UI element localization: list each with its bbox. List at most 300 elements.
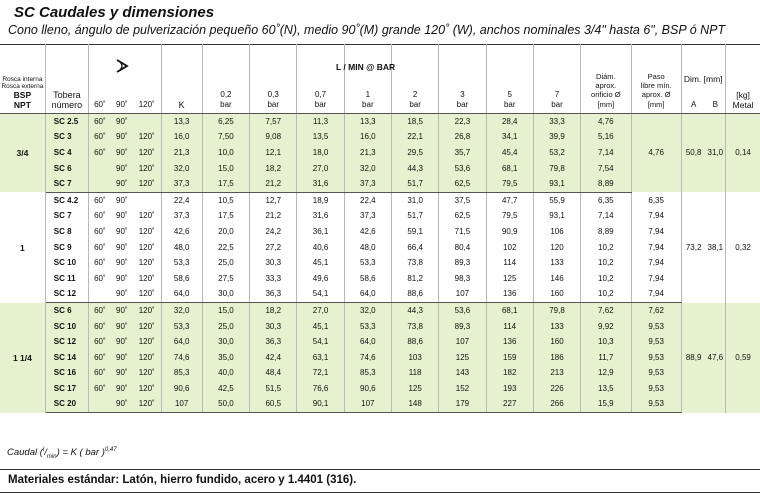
angle-120: 120˚ [133, 161, 161, 177]
orifice-diameter: 9,92 [581, 319, 631, 335]
orifice-diameter: 8,89 [581, 224, 631, 240]
flow-value: 73,8 [391, 255, 438, 271]
flow-value: 21,2 [250, 209, 297, 225]
flow-value: 40,0 [202, 366, 249, 382]
nozzle-number: SC 10 [45, 319, 88, 335]
flow-value: 27,0 [297, 161, 344, 177]
orifice-diameter: 4,76 [581, 114, 631, 130]
free-passage: 9,53 [631, 350, 681, 366]
flow-value: 62,5 [439, 209, 486, 225]
pressure-header-4: 2 bar [391, 44, 438, 114]
angle-90: 90˚ [111, 130, 133, 146]
flow-value: 90,9 [486, 224, 533, 240]
flow-value: 17,5 [202, 176, 249, 192]
angle-60: 60˚ [89, 255, 111, 271]
flow-value: 73,8 [391, 319, 438, 335]
flow-value: 29,5 [391, 145, 438, 161]
angle-60 [89, 161, 111, 177]
angle-90: 90˚ [111, 161, 133, 177]
table-row [0, 319, 760, 335]
orifice-diameter-header: Diám. aprox. orificio Ø [mm] [581, 44, 631, 114]
flow-value: 16,0 [344, 130, 391, 146]
thread-header: Rosca interna Rosca externa BSP NPT [0, 44, 45, 114]
nozzle-number: SC 11 [45, 271, 88, 287]
nozzle-number: SC 7 [45, 209, 88, 225]
flow-value: 18,5 [391, 114, 438, 130]
angle-60: 60˚ [89, 381, 111, 397]
flow-value: 72,1 [297, 366, 344, 382]
flow-value: 22,1 [391, 130, 438, 146]
flow-value: 79,8 [533, 161, 580, 177]
flow-value: 30,3 [250, 255, 297, 271]
angle-90: 90˚ [111, 303, 133, 319]
orifice-diameter: 10,2 [581, 255, 631, 271]
flow-value: 33,3 [250, 271, 297, 287]
orifice-diameter: 8,89 [581, 176, 631, 192]
flow-value: 88,6 [391, 334, 438, 350]
angle-120: 120˚ [133, 334, 161, 350]
flow-value: 80,4 [439, 240, 486, 256]
k-factor: 42,6 [161, 224, 202, 240]
flow-value: 7,57 [250, 114, 297, 130]
flow-value: 160 [533, 334, 580, 350]
flow-value: 90,6 [344, 381, 391, 397]
flow-value: 133 [533, 319, 580, 335]
k-factor: 32,0 [161, 303, 202, 319]
flow-header-label: L / MIN @ BAR [336, 62, 396, 72]
angle-90: 90˚ [111, 192, 133, 208]
flow-value: 37,5 [439, 192, 486, 208]
flow-value: 37,3 [344, 209, 391, 225]
flow-value: 89,3 [439, 255, 486, 271]
flow-value: 53,3 [344, 319, 391, 335]
flow-value: 22,4 [344, 192, 391, 208]
flow-value: 24,2 [250, 224, 297, 240]
angle-120: 120˚ [133, 366, 161, 382]
flow-value: 17,5 [202, 209, 249, 225]
weight: 0,32 [726, 192, 760, 302]
angle-60: 60˚ [89, 192, 111, 208]
flow-value: 53,3 [344, 255, 391, 271]
orifice-diameter: 6,35 [581, 192, 631, 208]
flow-value: 6,25 [202, 114, 249, 130]
k-factor: 22,4 [161, 192, 202, 208]
angle-120: 120˚ [133, 130, 161, 146]
orifice-diameter: 7,62 [581, 303, 631, 319]
free-passage: 9,53 [631, 319, 681, 335]
flow-value: 102 [486, 240, 533, 256]
orifice-diameter: 13,5 [581, 381, 631, 397]
flow-value: 64,0 [344, 334, 391, 350]
nozzle-number: SC 7 [45, 176, 88, 192]
flow-value: 133 [533, 255, 580, 271]
k-factor: 64,0 [161, 287, 202, 303]
table-row [0, 271, 760, 287]
angle-60: 60˚ [89, 319, 111, 335]
flow-value: 32,0 [344, 161, 391, 177]
k-factor: 37,3 [161, 209, 202, 225]
angle-60: 60˚ [89, 334, 111, 350]
orifice-diameter: 15,9 [581, 397, 631, 413]
flow-value: 55,9 [533, 192, 580, 208]
flow-value: 33,3 [533, 114, 580, 130]
angle-120-header: 120˚ [133, 44, 161, 114]
table-row [0, 303, 760, 319]
dim-a-header: Dim. [mm] A [681, 44, 705, 114]
flow-value: 39,9 [533, 130, 580, 146]
flow-value: 35,7 [439, 145, 486, 161]
flow-value: 36,1 [297, 224, 344, 240]
free-passage: 7,94 [631, 240, 681, 256]
angle-90: 90˚ [111, 145, 133, 161]
flow-value: 40,6 [297, 240, 344, 256]
flow-value: 11,3 [297, 114, 344, 130]
angle-90: 90˚ [111, 350, 133, 366]
thread-size: 1 1/4 [0, 303, 45, 413]
flow-value: 7,50 [202, 130, 249, 146]
flow-value: 18,2 [250, 161, 297, 177]
angle-90: 90˚ [111, 224, 133, 240]
flow-value: 76,6 [297, 381, 344, 397]
flow-value: 79,5 [486, 209, 533, 225]
flow-value: 18,9 [297, 192, 344, 208]
flow-value: 27,5 [202, 271, 249, 287]
orifice-diameter: 7,14 [581, 145, 631, 161]
angle-90: 90˚ [111, 114, 133, 130]
nozzle-number: SC 17 [45, 381, 88, 397]
flow-value: 125 [486, 271, 533, 287]
angle-60 [89, 397, 111, 413]
flow-value: 9,08 [250, 130, 297, 146]
flow-value: 114 [486, 255, 533, 271]
weight-header: [kg] Metal [726, 44, 760, 114]
flow-value: 66,4 [391, 240, 438, 256]
flow-value: 79,8 [533, 303, 580, 319]
k-factor: 32,0 [161, 161, 202, 177]
thread-size: 1 [0, 192, 45, 302]
angle-120: 120˚ [133, 271, 161, 287]
angle-60: 60˚ [89, 114, 111, 130]
angle-120: 120˚ [133, 224, 161, 240]
flow-value: 136 [486, 334, 533, 350]
angle-60: 60˚ [89, 224, 111, 240]
free-passage: 7,94 [631, 287, 681, 303]
angle-90: 90˚ [111, 397, 133, 413]
orifice-diameter: 10,2 [581, 271, 631, 287]
flow-value: 79,5 [486, 176, 533, 192]
dim-b-header: B [705, 44, 725, 114]
dim-b: 47,6 [705, 303, 725, 413]
flow-value: 90,1 [297, 397, 344, 413]
flow-value: 44,3 [391, 303, 438, 319]
pressure-header-6: 5 bar [486, 44, 533, 114]
k-factor: 16,0 [161, 130, 202, 146]
free-passage-header: Paso libre mín. aprox. Ø [mm] [631, 44, 681, 114]
flow-value: 125 [439, 350, 486, 366]
table-row [0, 224, 760, 240]
pressure-header-1: 0,3 bar [250, 44, 297, 114]
angle-90: 90˚ [111, 271, 133, 287]
angle-60 [89, 287, 111, 303]
flow-value: 15,0 [202, 303, 249, 319]
flow-value: 30,0 [202, 287, 249, 303]
angle-120 [133, 192, 161, 208]
nozzle-number: SC 6 [45, 303, 88, 319]
pressure-header-0: 0,2 bar [202, 44, 249, 114]
pressure-header-2: 0,7 bar [297, 44, 344, 114]
angle-120: 120˚ [133, 255, 161, 271]
flow-value: 152 [439, 381, 486, 397]
flow-value: 48,0 [344, 240, 391, 256]
flow-value: 93,1 [533, 209, 580, 225]
flow-value: 31,6 [297, 209, 344, 225]
flow-value: 30,0 [202, 334, 249, 350]
table-row [0, 114, 760, 130]
free-passage: 9,53 [631, 334, 681, 350]
flow-value: 120 [533, 240, 580, 256]
page-subtitle: Cono lleno, ángulo de pulverización pequeño 60˚(N), medio 90˚(M) grande 120˚ (W), anchos nominales 3/4" hasta 6", BSP ó NPT [8, 23, 726, 37]
flow-value: 71,5 [439, 224, 486, 240]
flow-value: 58,6 [344, 271, 391, 287]
flow-value: 62,5 [439, 176, 486, 192]
angle-90: 90˚ [111, 334, 133, 350]
weight: 0,14 [726, 114, 760, 193]
flow-value: 136 [486, 287, 533, 303]
angle-60: 60˚ [89, 303, 111, 319]
angle-60: 60˚ [89, 130, 111, 146]
nozzle-number: SC 20 [45, 397, 88, 413]
flow-value: 213 [533, 366, 580, 382]
pressure-header-7: 7 bar [533, 44, 580, 114]
dim-a: 88,9 [681, 303, 705, 413]
angle-120: 120˚ [133, 240, 161, 256]
flow-value: 60,5 [250, 397, 297, 413]
flow-value: 31,0 [391, 192, 438, 208]
flow-value: 27,2 [250, 240, 297, 256]
angle-120: 120˚ [133, 145, 161, 161]
dim-a: 50,8 [681, 114, 705, 193]
angle-120: 120˚ [133, 350, 161, 366]
k-factor: 13,3 [161, 114, 202, 130]
angle-120: 120˚ [133, 209, 161, 225]
flow-value: 179 [439, 397, 486, 413]
dim-b: 31,0 [705, 114, 725, 193]
flow-value: 26,8 [439, 130, 486, 146]
angle-60: 60˚ [89, 240, 111, 256]
flow-value: 51,7 [391, 209, 438, 225]
flow-value: 36,3 [250, 334, 297, 350]
free-passage: 6,35 [631, 192, 681, 208]
header-row [0, 44, 760, 114]
flow-value: 45,4 [486, 145, 533, 161]
flow-value: 47,7 [486, 192, 533, 208]
orifice-diameter: 11,7 [581, 350, 631, 366]
k-factor: 58,6 [161, 271, 202, 287]
free-passage: 7,94 [631, 255, 681, 271]
nozzle-number: SC 12 [45, 334, 88, 350]
free-passage: 4,76 [631, 114, 681, 193]
materials-bar [0, 469, 760, 493]
table-row [0, 381, 760, 397]
flow-value: 51,5 [250, 381, 297, 397]
angle-90-header: 90˚ [111, 44, 133, 114]
free-passage: 9,53 [631, 366, 681, 382]
angle-120: 120˚ [133, 319, 161, 335]
k-factor: 85,3 [161, 366, 202, 382]
flow-value: 54,1 [297, 287, 344, 303]
flow-value: 48,4 [250, 366, 297, 382]
flow-value: 98,3 [439, 271, 486, 287]
flow-value: 34,1 [486, 130, 533, 146]
angle-90: 90˚ [111, 209, 133, 225]
angle-90: 90˚ [111, 240, 133, 256]
angle-60: 60˚ [89, 366, 111, 382]
orifice-diameter: 7,54 [581, 161, 631, 177]
free-passage: 7,94 [631, 209, 681, 225]
flow-value: 74,6 [344, 350, 391, 366]
orifice-diameter: 10,3 [581, 334, 631, 350]
flow-value: 107 [439, 334, 486, 350]
angle-60: 60˚ [89, 145, 111, 161]
free-passage: 7,94 [631, 271, 681, 287]
free-passage: 7,94 [631, 224, 681, 240]
nozzle-number: SC 3 [45, 130, 88, 146]
k-factor: 37,3 [161, 176, 202, 192]
flow-value: 53,6 [439, 303, 486, 319]
angle-120: 120˚ [133, 397, 161, 413]
flow-value: 106 [533, 224, 580, 240]
k-factor: 53,3 [161, 255, 202, 271]
angle-60: 60˚ [89, 271, 111, 287]
angle-90: 90˚ [111, 255, 133, 271]
k-factor: 48,0 [161, 240, 202, 256]
flow-value: 27,0 [297, 303, 344, 319]
orifice-diameter: 10,2 [581, 287, 631, 303]
k-factor: 107 [161, 397, 202, 413]
flow-value: 186 [533, 350, 580, 366]
flow-value: 21,2 [250, 176, 297, 192]
flow-value: 227 [486, 397, 533, 413]
angle-120: 120˚ [133, 176, 161, 192]
weight: 0,59 [726, 303, 760, 413]
flow-value: 42,5 [202, 381, 249, 397]
dim-a: 73,2 [681, 192, 705, 302]
flow-value: 15,0 [202, 161, 249, 177]
table-row [0, 287, 760, 303]
flow-value: 107 [344, 397, 391, 413]
angle-60-header: 60˚ [89, 44, 111, 114]
flow-value: 31,6 [297, 176, 344, 192]
table-row [0, 350, 760, 366]
nozzle-number: SC 14 [45, 350, 88, 366]
flow-value: 25,0 [202, 319, 249, 335]
table-row [0, 240, 760, 256]
pressure-header-3: 1 bar [344, 44, 391, 114]
flow-value: 42,6 [344, 224, 391, 240]
nozzle-number: SC 10 [45, 255, 88, 271]
flow-formula: Caudal $(^l/_{min}) = K$ ( bar )$^{0,47}$ [7, 447, 117, 461]
angle-120: 120˚ [133, 381, 161, 397]
flow-value: 182 [486, 366, 533, 382]
flow-value: 49,6 [297, 271, 344, 287]
flow-value: 143 [439, 366, 486, 382]
nozzle-number: SC 16 [45, 366, 88, 382]
flow-value: 85,3 [344, 366, 391, 382]
flow-value: 44,3 [391, 161, 438, 177]
flow-value: 53,6 [439, 161, 486, 177]
nozzle-number: SC 8 [45, 224, 88, 240]
flow-value: 68,1 [486, 303, 533, 319]
materials-text: Materiales estándar: Latón, hierro fundido, acero y 1.4401 (316). [8, 474, 357, 486]
k-header: K [161, 44, 202, 114]
flow-value: 226 [533, 381, 580, 397]
flow-value: 125 [391, 381, 438, 397]
flow-value: 88,6 [391, 287, 438, 303]
nozzle-number: SC 2.5 [45, 114, 88, 130]
flow-value: 103 [391, 350, 438, 366]
k-factor: 90,6 [161, 381, 202, 397]
nozzle-header: Tobera número [45, 44, 88, 114]
nozzle-number: SC 4 [45, 145, 88, 161]
k-factor: 21,3 [161, 145, 202, 161]
dim-b: 38,1 [705, 192, 725, 302]
flow-value: 59,1 [391, 224, 438, 240]
angle-90: 90˚ [111, 287, 133, 303]
flow-value: 107 [439, 287, 486, 303]
nozzle-number: SC 6 [45, 161, 88, 177]
flow-value: 53,2 [533, 145, 580, 161]
angle-90: 90˚ [111, 381, 133, 397]
angle-60: 60˚ [89, 350, 111, 366]
angle-120 [133, 114, 161, 130]
flow-value: 22,5 [202, 240, 249, 256]
orifice-diameter: 7,14 [581, 209, 631, 225]
table-row [0, 397, 760, 413]
angle-120: 120˚ [133, 287, 161, 303]
angle-60: 60˚ [89, 209, 111, 225]
flow-value: 18,2 [250, 303, 297, 319]
flow-value: 54,1 [297, 334, 344, 350]
table-row [0, 366, 760, 382]
flow-value: 25,0 [202, 255, 249, 271]
flow-value: 28,4 [486, 114, 533, 130]
flow-value: 12,1 [250, 145, 297, 161]
flow-value: 89,3 [439, 319, 486, 335]
flow-value: 45,1 [297, 255, 344, 271]
flow-value: 81,2 [391, 271, 438, 287]
orifice-diameter: 10,2 [581, 240, 631, 256]
angle-90: 90˚ [111, 319, 133, 335]
flow-value: 36,3 [250, 287, 297, 303]
pressure-header-5: 3 bar [439, 44, 486, 114]
spray-angle-icon [115, 58, 129, 74]
flow-value: 159 [486, 350, 533, 366]
thread-size: 3/4 [0, 114, 45, 193]
angle-90: 90˚ [111, 176, 133, 192]
flow-value: 193 [486, 381, 533, 397]
angle-90: 90˚ [111, 366, 133, 382]
k-factor: 53,3 [161, 319, 202, 335]
orifice-diameter: 12,9 [581, 366, 631, 382]
flow-value: 50,0 [202, 397, 249, 413]
flow-value: 93,1 [533, 176, 580, 192]
nozzle-number: SC 12 [45, 287, 88, 303]
flow-value: 51,7 [391, 176, 438, 192]
flow-value: 37,3 [344, 176, 391, 192]
flow-value: 148 [391, 397, 438, 413]
flow-value: 63,1 [297, 350, 344, 366]
angle-120: 120˚ [133, 303, 161, 319]
